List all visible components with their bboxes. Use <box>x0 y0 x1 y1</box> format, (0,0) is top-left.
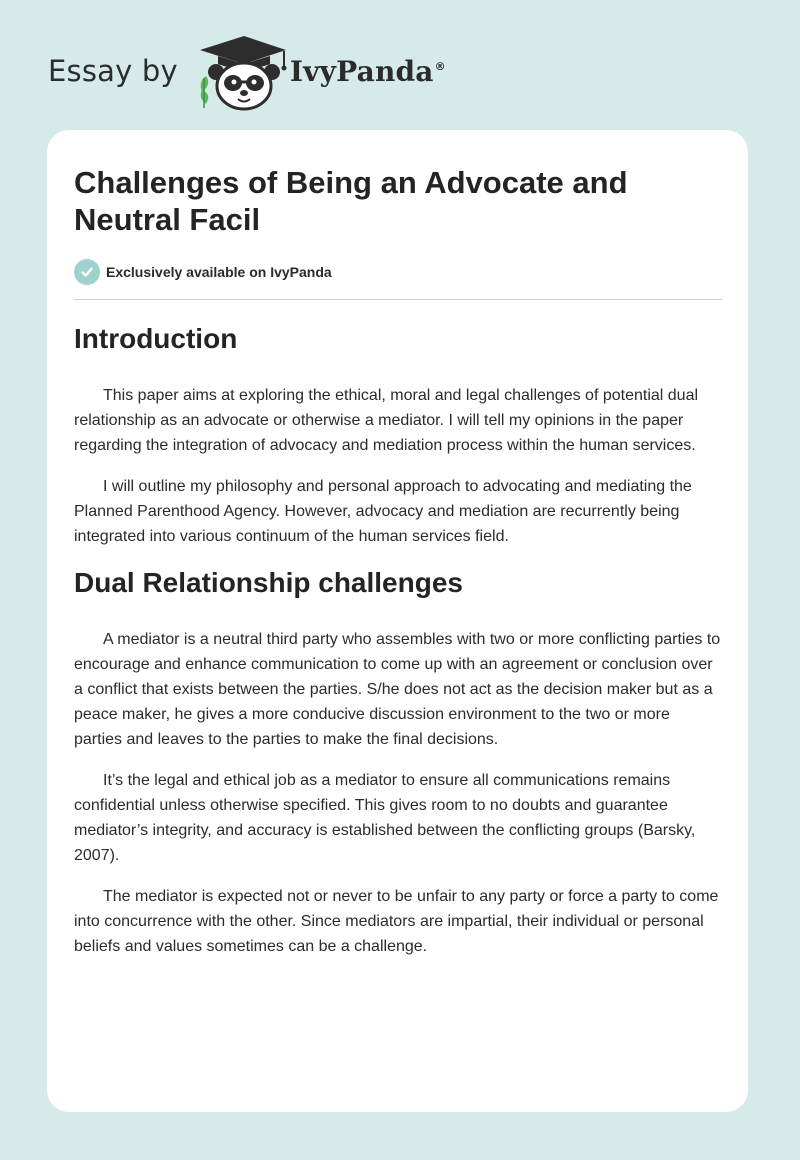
section-dual-relationship <box>74 566 722 959</box>
panda-graduate-icon[interactable] <box>192 30 288 112</box>
brand-prefix: Essay by <box>48 54 178 88</box>
paragraph: The mediator is expected not or never to be unfair to any party or force a party to come into concurrence with the other. Since mediators are impartial, their individual or personal beliefs and values sometimes can be a challenge. <box>74 888 719 955</box>
exclusive-badge <box>74 259 722 285</box>
paragraph: I will outline my philosophy and personal approach to advocating and mediating the Planned Parenthood Agency. However, advocacy and mediation are recurrently being integrated into various continuum of the human services field. <box>74 478 692 545</box>
essay-title: Challenges of Being an Advocate and Neutral Facil <box>74 165 628 237</box>
brand-name-text: IvyPanda <box>289 54 434 88</box>
divider <box>74 299 722 300</box>
section-heading: Dual Relationship challenges <box>74 567 463 598</box>
paragraph: This paper aims at exploring the ethical, moral and legal challenges of potential dual relationship as an advocate or otherwise a mediator. I will tell my opinions in the paper regarding the integration of advocacy and mediation process within the human services. <box>74 387 699 454</box>
essay-card <box>47 130 748 1112</box>
registered-mark: ® <box>434 60 446 74</box>
badge-text: Exclusively available on IvyPanda <box>106 264 332 280</box>
site-header <box>48 30 446 112</box>
brand-name[interactable] <box>290 55 446 88</box>
section-introduction <box>74 322 722 549</box>
paragraph: It’s the legal and ethical job as a mediator to ensure all communications remains confidential unless otherwise specified. This gives room to no doubts and guarantee mediator’s integrity, and accuracy is established between the conflicting groups (Barsky, 2007). <box>74 772 696 864</box>
paragraph: A mediator is a neutral third party who assembles with two or more conflicting parties to encourage and enhance communication to come up with an agreement or conclusion over a conflict that exists between the parties. S/he does not act as the decision maker but as a peace maker, he gives a more conducive discussion environment to the two or more parties and leaves to the parties to make the final decisions. <box>74 631 721 748</box>
section-heading: Introduction <box>74 323 238 354</box>
check-circle-icon <box>74 259 100 285</box>
